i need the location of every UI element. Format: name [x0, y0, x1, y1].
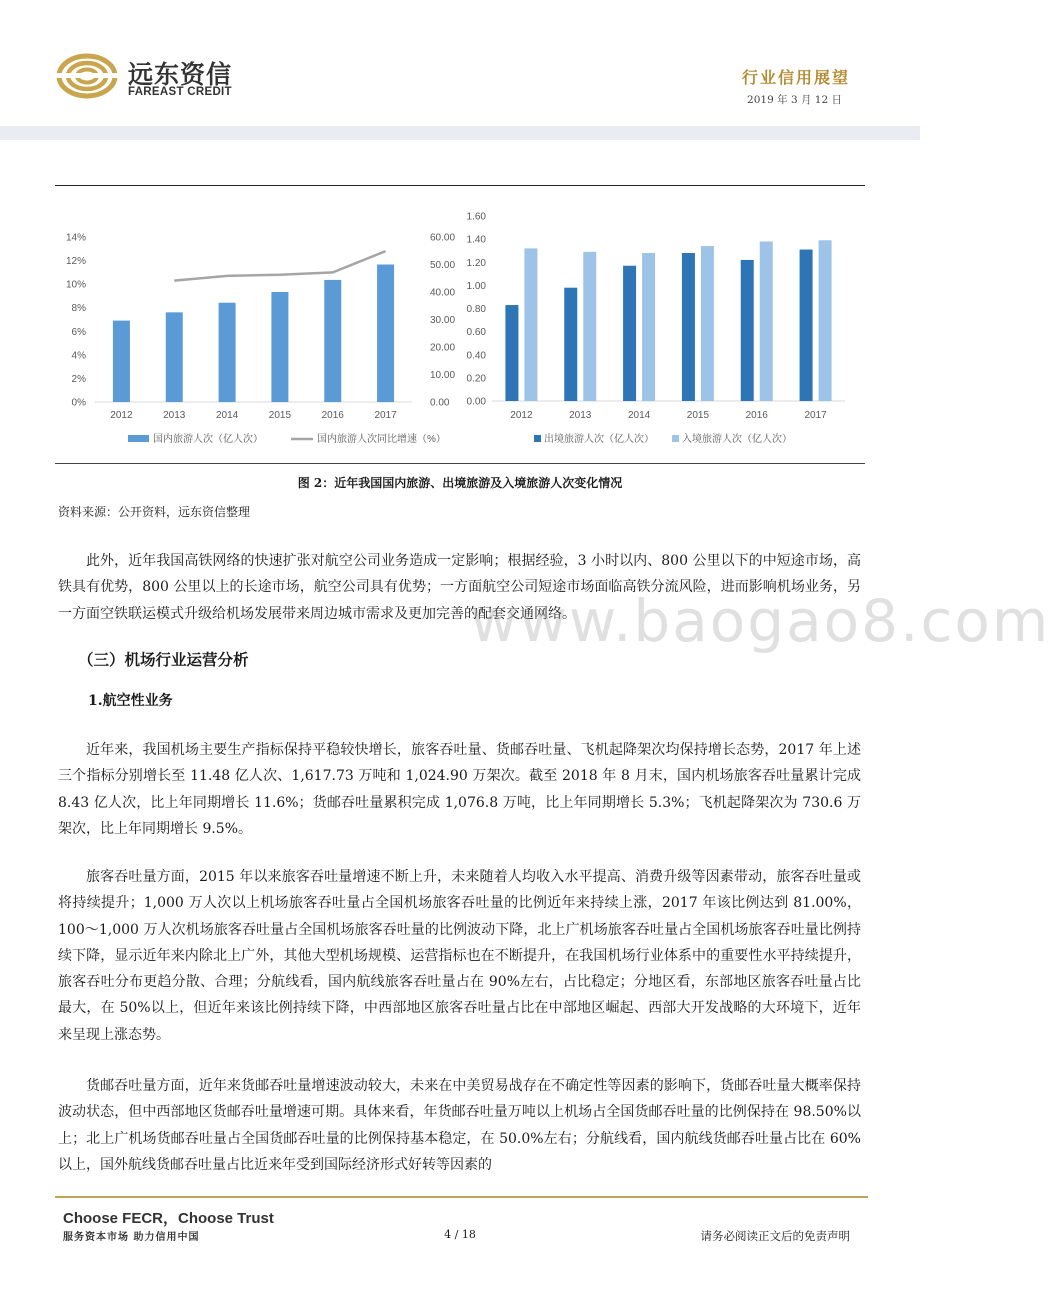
y-left-tick-label: 2%: [71, 373, 86, 385]
bar-inbound-tourism: [524, 248, 537, 401]
paragraph-text: 旅客吞吐量方面，2015 年以来旅客吞吐量增速不断上升，未来随着人均收入水平提高、消费升级等因素带动，旅客吞吐量或将持续提升；1,000 万人次以上机场旅客吞吐量占全国机场旅客吞吐量的比例近年来持续上涨，2017 年该比例达到 81.00%，100～1,000 万人次机场旅客吞吐量占全国机场旅客吞吐量的比例波动下降，北上广机场旅客吞吐量占全国机场旅客吞吐量比例持续下降，显示近年来内除北上广外，其他大型机场规模、运营指标也在不断提升，在我国机场行业体系中的重要性水平持续提升，旅客吞吐分布更趋分散、合理；分航线看，国内航线旅客吞吐量占在 90%左右，占比稳定；分地区看，东部地区旅客吞吐量占比最大，在 50%以上，但近年来该比例持续下降，中西部地区旅客吞吐量占比在中部地区崛起、西部大开发战略的大环境下，近年来呈现上涨态势。: [58, 869, 861, 1043]
y-right-tick-label: 0.00: [430, 397, 450, 409]
bar-inbound-tourism: [583, 252, 596, 401]
bar-domestic-tourism: [113, 321, 130, 402]
bar-outbound-tourism: [505, 305, 518, 401]
y-right-tick-label: 10.00: [430, 370, 456, 381]
x-tick-label: 2015: [268, 410, 292, 421]
legend-label: 入境旅游人次（亿人次）: [682, 434, 792, 445]
section-heading: （三）机场行业运营分析: [78, 650, 249, 669]
paragraph-text: 此外，近年我国高铁网络的快速扩张对航空公司业务造成一定影响；根据经验，3 小时以内、800 公里以下的中短途市场，高铁具有优势，800 公里以上的长途市场，航空公司具有优势；一方面航空公司短途市场面临高铁分流风险，进而影响机场业务，另一方面空铁联运模式升级给机场发展带来周边城市需求及更加完善的配套交通网络。: [58, 553, 861, 622]
y-tick-label: 1.60: [466, 211, 486, 223]
y-left-tick-label: 4%: [71, 350, 86, 362]
outbound-inbound-tourism-chart: [455, 195, 865, 455]
y-tick-label: 0.00: [466, 396, 486, 408]
x-tick-label: 2012: [510, 410, 533, 421]
subsection-heading: 1.航空性业务: [88, 693, 173, 709]
y-tick-label: 0.40: [466, 350, 486, 362]
y-left-tick-label: 10%: [65, 279, 86, 291]
y-left-tick-label: 8%: [71, 303, 86, 315]
figure-bottom-rule: [55, 463, 865, 464]
disclaimer-note: 请务必阅读正文后的免责声明: [700, 1229, 850, 1243]
y-tick-label: 0.80: [466, 304, 486, 315]
x-tick-label: 2013: [163, 410, 186, 421]
legend-swatch-bar: [128, 435, 149, 442]
figure-caption: 图 2：近年我国国内旅游、出境旅游及入境旅游人次变化情况: [297, 476, 623, 490]
paragraph-airport-stats: [58, 737, 861, 842]
paragraph-cargo-throughput: [58, 1073, 861, 1178]
figure-top-rule: [55, 185, 865, 186]
y-left-tick-label: 0%: [71, 397, 86, 409]
brand-name-cn: 远东资信: [128, 60, 233, 89]
y-right-tick-label: 60.00: [430, 232, 456, 244]
x-tick-label: 2017: [804, 410, 827, 421]
x-tick-label: 2012: [110, 410, 133, 421]
report-type-title: 行业信用展望: [741, 68, 850, 87]
domestic-tourism-chart: [55, 195, 455, 455]
bar-domestic-tourism: [377, 265, 394, 403]
y-right-tick-label: 50.00: [430, 260, 456, 271]
bar-outbound-tourism: [741, 260, 754, 401]
x-tick-label: 2016: [745, 410, 768, 421]
paragraph-passenger-throughput: [58, 864, 861, 1048]
watermark-text: www.baogao8.com: [470, 587, 1050, 655]
y-tick-label: 0.60: [466, 327, 486, 339]
footer-slogan-en: Choose FECR，Choose Trust: [63, 1210, 274, 1227]
header-divider-band: [0, 126, 920, 140]
legend-swatch-inbound: [672, 435, 679, 442]
legend-label: 出境旅游人次（亿人次）: [544, 434, 654, 445]
brand-name-en: FAREAST CREDIT: [128, 86, 232, 98]
footer-rule: [55, 1196, 868, 1198]
bar-inbound-tourism: [642, 253, 655, 401]
x-tick-label: 2014: [627, 410, 651, 421]
legend-label: 国内旅游人次同比增速（%）: [317, 434, 446, 445]
y-right-tick-label: 40.00: [430, 287, 456, 299]
footer-slogan-cn: 服务资本市场 助力信用中国: [63, 1232, 200, 1243]
page-number: 4 / 18: [444, 1228, 476, 1241]
bar-outbound-tourism: [800, 250, 813, 401]
logo-icon: [56, 50, 118, 102]
y-tick-label: 1.40: [466, 234, 486, 246]
bar-outbound-tourism: [623, 266, 636, 401]
y-tick-label: 1.20: [466, 257, 486, 269]
bar-outbound-tourism: [564, 288, 577, 401]
x-tick-label: 2013: [569, 410, 592, 421]
report-date: 2019 年 3 月 12 日: [747, 94, 842, 106]
bar-domestic-tourism: [219, 303, 236, 402]
bar-domestic-tourism: [324, 280, 341, 402]
bar-inbound-tourism: [819, 240, 832, 401]
x-tick-label: 2015: [686, 410, 710, 421]
bar-domestic-tourism: [166, 312, 183, 402]
y-tick-label: 0.20: [466, 373, 486, 385]
bar-domestic-tourism: [271, 292, 288, 402]
legend-swatch-outbound: [534, 435, 541, 442]
y-left-tick-label: 12%: [65, 256, 86, 268]
bar-inbound-tourism: [701, 246, 714, 401]
bar-outbound-tourism: [682, 253, 695, 401]
x-tick-label: 2014: [215, 410, 239, 421]
paragraph-text: 近年来，我国机场主要生产指标保持平稳较快增长，旅客吞吐量、货邮吞吐量、飞机起降架次均保持增长态势，2017 年上述三个指标分别增长至 11.48 亿人次、1,617.73 万吨和 1,024.90 万架次。截至 2018 年 8 月末，国内机场旅客吞吐量累计完成 8.43 亿人次，比上年同期增长 11.6%；货邮吞吐量累积完成 1,076.8 万吨，比上年同期增长 5.3%；飞机起降架次为 730.6 万架次，比上年同期增长 9.5%。: [58, 742, 861, 837]
y-right-tick-label: 20.00: [430, 342, 456, 354]
x-tick-label: 2017: [374, 410, 397, 421]
bar-inbound-tourism: [760, 241, 773, 401]
source-note: 资料来源：公开资料，远东资信整理: [58, 505, 251, 519]
paragraph-text: 货邮吞吐量方面，近年来货邮吞吐量增速波动较大，未来在中美贸易战存在不确定性等因素的影响下，货邮吞吐量大概率保持波动状态，但中西部地区货邮吞吐量增速可期。具体来看，年货邮吞吐量万吨以上机场占全国货邮吞吐量的比例保持在 98.50%以上；北上广机场货邮吞吐量占全国货邮吞吐量的比例保持基本稳定，在 50.0%左右；分航线看，国内航线货邮吞吐量占比在 60%以上，国外航线货邮吞吐量占比近来年受到国际经济形式好转等因素的: [58, 1078, 861, 1173]
line-domestic-growth: [174, 251, 385, 280]
x-tick-label: 2016: [321, 410, 344, 421]
legend-label: 国内旅游人次（亿人次）: [153, 434, 263, 445]
y-right-tick-label: 30.00: [430, 315, 456, 326]
y-left-tick-label: 14%: [65, 232, 86, 244]
y-left-tick-label: 6%: [71, 326, 86, 338]
y-tick-label: 1.00: [466, 280, 486, 292]
